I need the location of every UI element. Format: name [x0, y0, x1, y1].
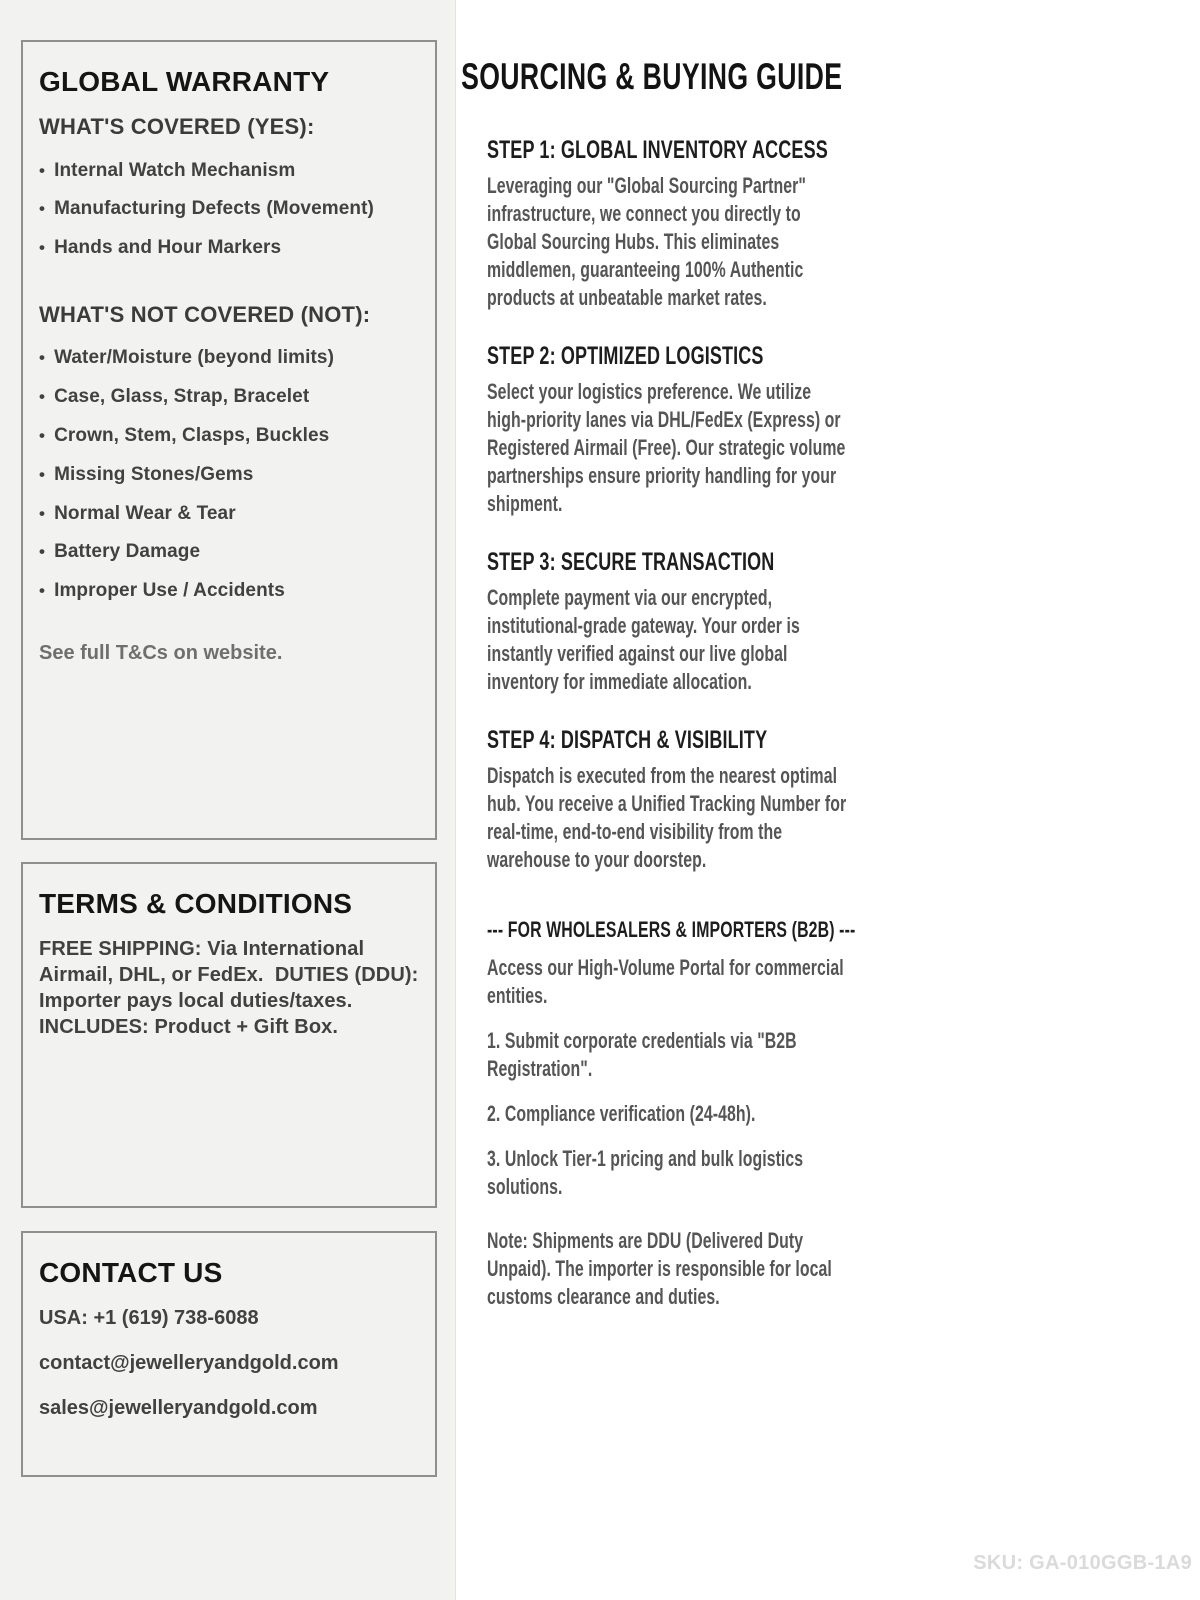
bullet-dot-icon: • [39, 464, 46, 484]
step-4-heading: STEP 4: DISPATCH & VISIBILITY [487, 726, 768, 754]
contact-phone: USA: +1 (619) 738-6088 [39, 1307, 259, 1330]
b2b-paragraph: 2. Compliance verification (24-48h). [487, 1101, 756, 1126]
b2b-heading: --- FOR WHOLESALERS & IMPORTERS (B2B) --- [487, 917, 856, 942]
list-item-label: Water/Moisture (beyond limits) [54, 347, 334, 369]
list-item [39, 385, 419, 409]
step-2-heading: STEP 2: OPTIMIZED LOGISTICS [487, 342, 764, 370]
bullet-dot-icon: • [39, 387, 46, 407]
covered-heading: WHAT'S COVERED (YES): [39, 114, 315, 140]
b2b-paragraph: Access our High-Volume Portal for commercial entities. [487, 955, 844, 1008]
step-1-section [487, 134, 850, 312]
contact-us-card [21, 1231, 437, 1477]
list-item-label: Hands and Hour Markers [54, 237, 282, 259]
list-item [39, 159, 419, 183]
b2b-note: Note: Shipments are DDU (Delivered Duty Unpaid). The importer is responsible for local customs clearance and duties. [487, 1228, 832, 1309]
list-item-label: Battery Damage [54, 541, 201, 563]
step-3-heading: STEP 3: SECURE TRANSACTION [487, 548, 775, 576]
b2b-paragraph: 1. Submit corporate credentials via "B2B Registration". [487, 1028, 797, 1081]
contact-email-primary: contact@jewelleryandgold.com [39, 1352, 339, 1375]
list-item [39, 502, 419, 526]
warranty-title: GLOBAL WARRANTY [39, 66, 330, 97]
bullet-dot-icon: • [39, 503, 46, 523]
step-1-heading: STEP 1: GLOBAL INVENTORY ACCESS [487, 136, 828, 164]
bullet-dot-icon: • [39, 160, 46, 180]
step-2-section [487, 340, 850, 518]
guide-title: SOURCING & BUYING GUIDE [461, 56, 843, 97]
terms-body: FREE SHIPPING: Via International Airmail, DHL, or FedEx. DUTIES (DDU): Importer pays local duties/taxes. INCLUDES: Product + Gift Box. [39, 938, 425, 1039]
global-warranty-card [21, 40, 437, 840]
step-2-body: Select your logistics preference. We utilize high-priority lanes via DHL/FedEx (Express) or Registered Airmail (Free). Our strategic volume partnerships ensure priority handling for your shipment. [487, 379, 846, 516]
warranty-footnote: See full T&Cs on website. [39, 641, 283, 664]
step-1-body: Leveraging our "Global Sourcing Partner" infrastructure, we connect you directly to Global Sourcing Hubs. This eliminates middlemen, guaranteeing 100% Authentic products at unbeatable market rates. [487, 173, 806, 310]
bullet-dot-icon: • [39, 581, 46, 601]
terms-conditions-card [21, 862, 437, 1208]
guide-content [461, 54, 856, 1328]
bullet-dot-icon: • [39, 425, 46, 445]
bullet-dot-icon: • [39, 199, 46, 219]
list-item [39, 463, 419, 487]
sku-label: SKU: GA-010GGB-1A9 [973, 1552, 1192, 1574]
list-item-label: Improper Use / Accidents [54, 580, 285, 602]
list-item [39, 346, 419, 370]
not-covered-list [39, 346, 419, 603]
contact-title: CONTACT US [39, 1257, 223, 1288]
bullet-dot-icon: • [39, 238, 46, 258]
bullet-dot-icon: • [39, 348, 46, 368]
not-covered-heading: WHAT'S NOT COVERED (NOT): [39, 301, 371, 327]
step-4-section [487, 724, 850, 874]
list-item-label: Missing Stones/Gems [54, 463, 254, 485]
guide-title-wrap [461, 54, 850, 100]
step-3-body: Complete payment via our encrypted, institutional-grade gateway. Your order is instantly verified against our live global inventory for immediate allocation. [487, 585, 800, 694]
b2b-section [487, 914, 856, 1311]
contact-email-sales: sales@jewelleryandgold.com [39, 1397, 318, 1420]
list-item-label: Normal Wear & Tear [54, 502, 236, 524]
bullet-dot-icon: • [39, 542, 46, 562]
list-item-label: Manufacturing Defects (Movement) [54, 198, 374, 220]
step-4-body: Dispatch is executed from the nearest optimal hub. You receive a Unified Tracking Number for real-time, end-to-end visibility from the warehouse to your doorstep. [487, 763, 847, 872]
list-item-label: Case, Glass, Strap, Bracelet [54, 386, 310, 408]
sidebar-panel [0, 0, 456, 1600]
list-item-label: Crown, Stem, Clasps, Buckles [54, 424, 330, 446]
list-item [39, 540, 419, 564]
list-item [39, 579, 419, 603]
b2b-paragraph: 3. Unlock Tier-1 pricing and bulk logistics solutions. [487, 1146, 804, 1199]
step-3-section [487, 546, 850, 696]
list-item [39, 424, 419, 448]
list-item [39, 236, 419, 260]
list-item-label: Internal Watch Mechanism [54, 159, 296, 181]
terms-title: TERMS & CONDITIONS [39, 888, 353, 919]
covered-list [39, 159, 419, 260]
main-panel [456, 0, 1200, 1600]
list-item [39, 197, 419, 221]
